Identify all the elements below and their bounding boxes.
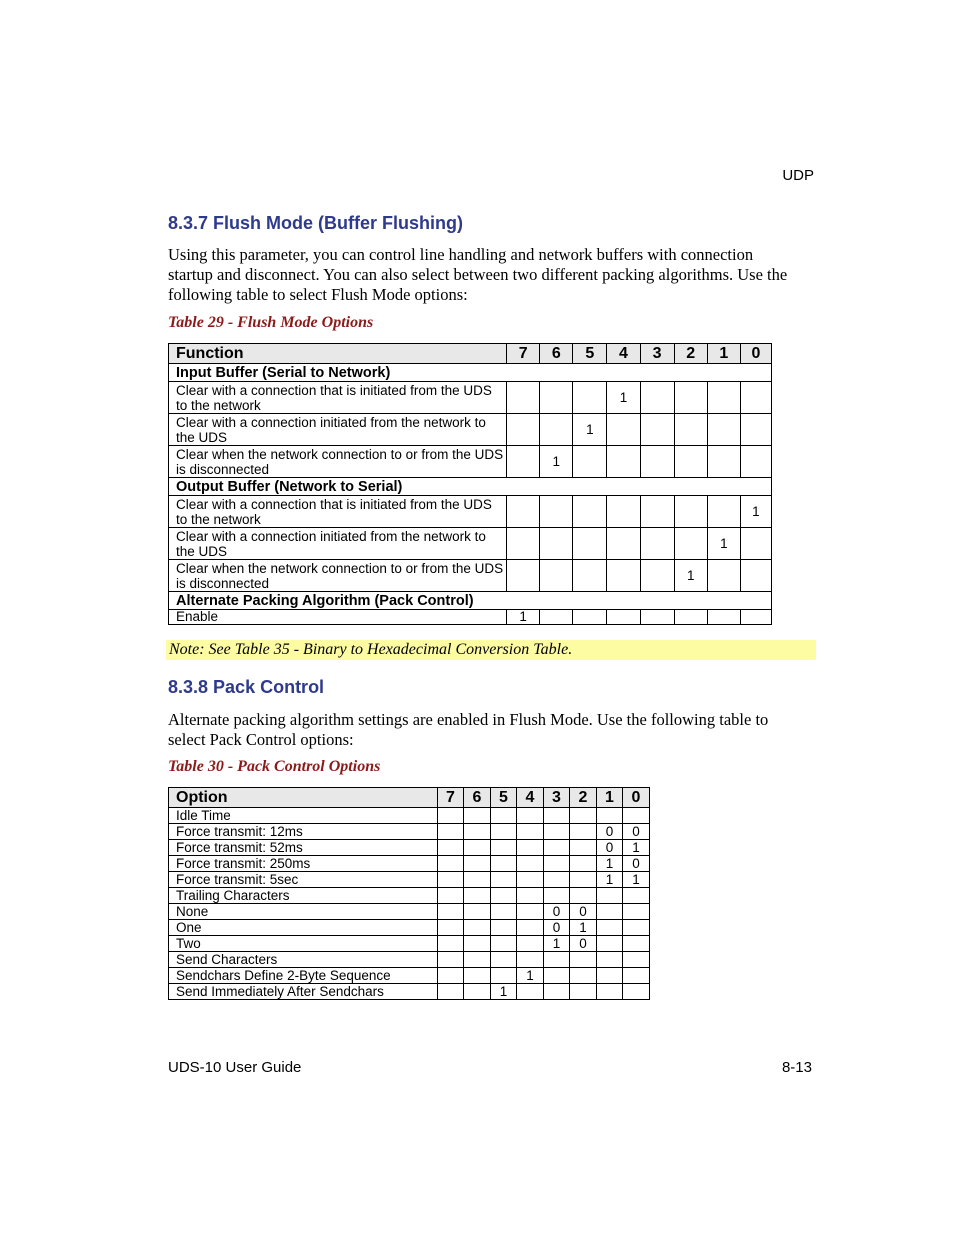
bit-cell (544, 808, 570, 824)
table-row (169, 888, 650, 904)
flush-mode-table (168, 343, 772, 625)
bit-cell (438, 808, 464, 824)
bit-cell (640, 610, 674, 625)
column-header-bit: 3 (544, 788, 570, 808)
bit-cell: 1 (597, 856, 623, 872)
bit-cell (623, 920, 650, 936)
bit-cell (607, 496, 640, 528)
bit-cell (491, 904, 517, 920)
row-label: Send Immediately After Sendchars (169, 984, 438, 1000)
bit-cell (607, 560, 640, 592)
table-caption-flush-mode: Table 29 - Flush Mode Options (168, 314, 374, 331)
bit-cell (507, 446, 540, 478)
bit-cell (507, 414, 540, 446)
bit-cell (544, 856, 570, 872)
row-label: Idle Time (169, 808, 438, 824)
column-header-bit: 2 (674, 344, 707, 364)
row-label: Sendchars Define 2-Byte Sequence (169, 968, 438, 984)
table-row (169, 414, 772, 446)
table-row (169, 984, 650, 1000)
row-label: Clear with a connection initiated from the network to the UDS (169, 414, 507, 446)
table-row (169, 856, 650, 872)
table-row (169, 808, 650, 824)
column-header-bit: 1 (597, 788, 623, 808)
table-row (169, 560, 772, 592)
column-header-bit: 3 (640, 344, 674, 364)
bit-cell (640, 446, 674, 478)
table-row (169, 936, 650, 952)
table-caption-pack-control: Table 30 - Pack Control Options (168, 758, 381, 775)
bit-cell (491, 968, 517, 984)
column-header-bit: 4 (607, 344, 640, 364)
column-header-label: Function (169, 344, 507, 364)
bit-cell: 1 (623, 840, 650, 856)
bit-cell (640, 528, 674, 560)
bit-cell (540, 610, 573, 625)
column-header-bit: 6 (540, 344, 573, 364)
row-label: None (169, 904, 438, 920)
bit-cell: 1 (623, 872, 650, 888)
bit-cell: 0 (570, 936, 597, 952)
bit-cell (640, 560, 674, 592)
bit-cell (517, 888, 544, 904)
bit-cell (491, 888, 517, 904)
bit-cell (507, 560, 540, 592)
bit-cell (438, 856, 464, 872)
bit-cell (623, 888, 650, 904)
bit-cell (438, 888, 464, 904)
bit-cell: 1 (544, 936, 570, 952)
row-label: Clear with a connection that is initiated from the UDS to the network (169, 496, 507, 528)
bit-cell (540, 528, 573, 560)
table-row (169, 872, 650, 888)
bit-cell (707, 610, 740, 625)
running-header: UDP (782, 167, 814, 184)
bit-cell (707, 414, 740, 446)
bit-cell (607, 528, 640, 560)
bit-cell (623, 936, 650, 952)
column-header-bit: 5 (573, 344, 607, 364)
bit-cell (438, 936, 464, 952)
bit-cell (517, 920, 544, 936)
bit-cell: 1 (491, 984, 517, 1000)
bit-cell (464, 856, 491, 872)
bit-cell (640, 496, 674, 528)
bit-cell: 0 (544, 920, 570, 936)
bit-cell (540, 496, 573, 528)
row-label: Force transmit: 12ms (169, 824, 438, 840)
bit-cell (438, 904, 464, 920)
bit-cell (464, 920, 491, 936)
row-label: Clear with a connection initiated from the network to the UDS (169, 528, 507, 560)
row-label: Two (169, 936, 438, 952)
bit-cell (570, 856, 597, 872)
bit-cell (507, 496, 540, 528)
bit-cell (570, 824, 597, 840)
row-label: Clear with a connection that is initiated from the UDS to the network (169, 382, 507, 414)
bit-cell (464, 824, 491, 840)
bit-cell: 0 (623, 824, 650, 840)
bit-cell (607, 610, 640, 625)
bit-cell (573, 610, 607, 625)
bit-cell (623, 808, 650, 824)
bit-cell (570, 968, 597, 984)
bit-cell (740, 560, 771, 592)
bit-cell (464, 936, 491, 952)
group-row (169, 478, 772, 496)
bit-cell (491, 872, 517, 888)
row-label: Send Characters (169, 952, 438, 968)
column-header-bit: 0 (740, 344, 771, 364)
bit-cell (707, 382, 740, 414)
bit-cell (544, 984, 570, 1000)
bit-cell (540, 382, 573, 414)
bit-cell (623, 952, 650, 968)
footer-page-number: 8-13 (781, 1059, 812, 1076)
bit-cell (740, 610, 771, 625)
bit-cell (438, 824, 464, 840)
bit-cell (507, 528, 540, 560)
bit-cell (707, 496, 740, 528)
table-row (169, 840, 650, 856)
bit-cell (623, 984, 650, 1000)
bit-cell (740, 528, 771, 560)
bit-cell (740, 414, 771, 446)
section-body-flush-mode: Using this parameter, you can control line handling and network buffers with connection startup and disconnect. You can also select between two different packing algorithms. Use the following table to select Flush Mode options: (168, 245, 788, 304)
column-header-bit: 7 (507, 344, 540, 364)
bit-cell (597, 920, 623, 936)
bit-cell: 1 (573, 414, 607, 446)
bit-cell (597, 952, 623, 968)
bit-cell: 0 (544, 904, 570, 920)
bit-cell (544, 824, 570, 840)
bit-cell (540, 414, 573, 446)
bit-cell (517, 904, 544, 920)
bit-cell: 0 (623, 856, 650, 872)
bit-cell (707, 446, 740, 478)
bit-cell (517, 840, 544, 856)
bit-cell (570, 808, 597, 824)
bit-cell (640, 382, 674, 414)
bit-cell (674, 528, 707, 560)
row-label: Force transmit: 52ms (169, 840, 438, 856)
bit-cell (491, 856, 517, 872)
column-header-bit: 5 (491, 788, 517, 808)
bit-cell: 1 (707, 528, 740, 560)
table-row (169, 824, 650, 840)
bit-cell (517, 936, 544, 952)
bit-cell (544, 968, 570, 984)
group-title: Alternate Packing Algorithm (Pack Control) (169, 592, 772, 610)
table-row (169, 968, 650, 984)
column-header-bit: 0 (623, 788, 650, 808)
bit-cell (491, 952, 517, 968)
bit-cell: 0 (597, 824, 623, 840)
row-label: Clear when the network connection to or from the UDS is disconnected (169, 560, 507, 592)
table-row (169, 496, 772, 528)
bit-cell (438, 840, 464, 856)
table-row (169, 904, 650, 920)
bit-cell (674, 414, 707, 446)
bit-cell (597, 904, 623, 920)
bit-cell (544, 840, 570, 856)
table-row (169, 528, 772, 560)
bit-cell (623, 968, 650, 984)
bit-cell (607, 414, 640, 446)
bit-cell (607, 446, 640, 478)
bit-cell (517, 808, 544, 824)
bit-cell (597, 936, 623, 952)
bit-cell (740, 382, 771, 414)
bit-cell (544, 872, 570, 888)
bit-cell (540, 560, 573, 592)
bit-cell (640, 414, 674, 446)
bit-cell (438, 984, 464, 1000)
bit-cell (573, 560, 607, 592)
row-label: Force transmit: 5sec (169, 872, 438, 888)
bit-cell (570, 872, 597, 888)
bit-cell (507, 382, 540, 414)
bit-cell (570, 888, 597, 904)
bit-cell (438, 952, 464, 968)
bit-cell: 1 (517, 968, 544, 984)
bit-cell (740, 446, 771, 478)
bit-cell (438, 968, 464, 984)
column-header-bit: 2 (570, 788, 597, 808)
bit-cell (491, 840, 517, 856)
bit-cell (573, 496, 607, 528)
bit-cell (570, 984, 597, 1000)
row-label: Trailing Characters (169, 888, 438, 904)
bit-cell: 0 (597, 840, 623, 856)
bit-cell (491, 920, 517, 936)
row-label: Force transmit: 250ms (169, 856, 438, 872)
column-header-bit: 7 (438, 788, 464, 808)
bit-cell: 1 (540, 446, 573, 478)
column-header-label: Option (169, 788, 438, 808)
table-row (169, 382, 772, 414)
table-row (169, 952, 650, 968)
group-row (169, 364, 772, 382)
bit-cell: 1 (597, 872, 623, 888)
bit-cell: 1 (674, 560, 707, 592)
bit-cell (674, 496, 707, 528)
bit-cell (573, 528, 607, 560)
bit-cell: 0 (570, 904, 597, 920)
bit-cell (438, 872, 464, 888)
pack-control-table (168, 787, 650, 1000)
bit-cell (491, 824, 517, 840)
bit-cell (438, 920, 464, 936)
bit-cell (464, 952, 491, 968)
table-row (169, 610, 772, 625)
bit-cell (674, 610, 707, 625)
row-label: One (169, 920, 438, 936)
group-title: Input Buffer (Serial to Network) (169, 364, 772, 382)
bit-cell (464, 808, 491, 824)
group-row (169, 592, 772, 610)
bit-cell (597, 968, 623, 984)
bit-cell (464, 968, 491, 984)
group-title: Output Buffer (Network to Serial) (169, 478, 772, 496)
bit-cell (517, 824, 544, 840)
column-header-bit: 6 (464, 788, 491, 808)
bit-cell (674, 382, 707, 414)
row-label: Clear when the network connection to or from the UDS is disconnected (169, 446, 507, 478)
footer-guide-title: UDS-10 User Guide (168, 1059, 302, 1076)
table-row (169, 446, 772, 478)
bit-cell (464, 984, 491, 1000)
bit-cell (464, 904, 491, 920)
column-header-bit: 4 (517, 788, 544, 808)
bit-cell: 1 (607, 382, 640, 414)
bit-cell (597, 808, 623, 824)
table-row (169, 920, 650, 936)
section-title-pack-control: 8.3.8 Pack Control (168, 677, 325, 697)
bit-cell (570, 840, 597, 856)
bit-cell (623, 904, 650, 920)
bit-cell (597, 888, 623, 904)
bit-cell (517, 984, 544, 1000)
column-header-bit: 1 (707, 344, 740, 364)
bit-cell (573, 446, 607, 478)
bit-cell (464, 888, 491, 904)
bit-cell (517, 952, 544, 968)
bit-cell (517, 856, 544, 872)
row-label: Enable (169, 610, 507, 625)
bit-cell (707, 560, 740, 592)
bit-cell (544, 952, 570, 968)
bit-cell: 1 (740, 496, 771, 528)
bit-cell (491, 808, 517, 824)
bit-cell (517, 872, 544, 888)
bit-cell (570, 952, 597, 968)
section-title-flush-mode: 8.3.7 Flush Mode (Buffer Flushing) (168, 213, 464, 233)
section-body-pack-control: Alternate packing algorithm settings are enabled in Flush Mode. Use the following table to select Pack Control options: (168, 710, 769, 749)
bit-cell (597, 984, 623, 1000)
bit-cell (464, 872, 491, 888)
bit-cell: 1 (507, 610, 540, 625)
conversion-note: Note: See Table 35 - Binary to Hexadecimal Conversion Table. (166, 640, 816, 660)
bit-cell (491, 936, 517, 952)
bit-cell: 1 (570, 920, 597, 936)
bit-cell (674, 446, 707, 478)
bit-cell (573, 382, 607, 414)
bit-cell (544, 888, 570, 904)
bit-cell (464, 840, 491, 856)
